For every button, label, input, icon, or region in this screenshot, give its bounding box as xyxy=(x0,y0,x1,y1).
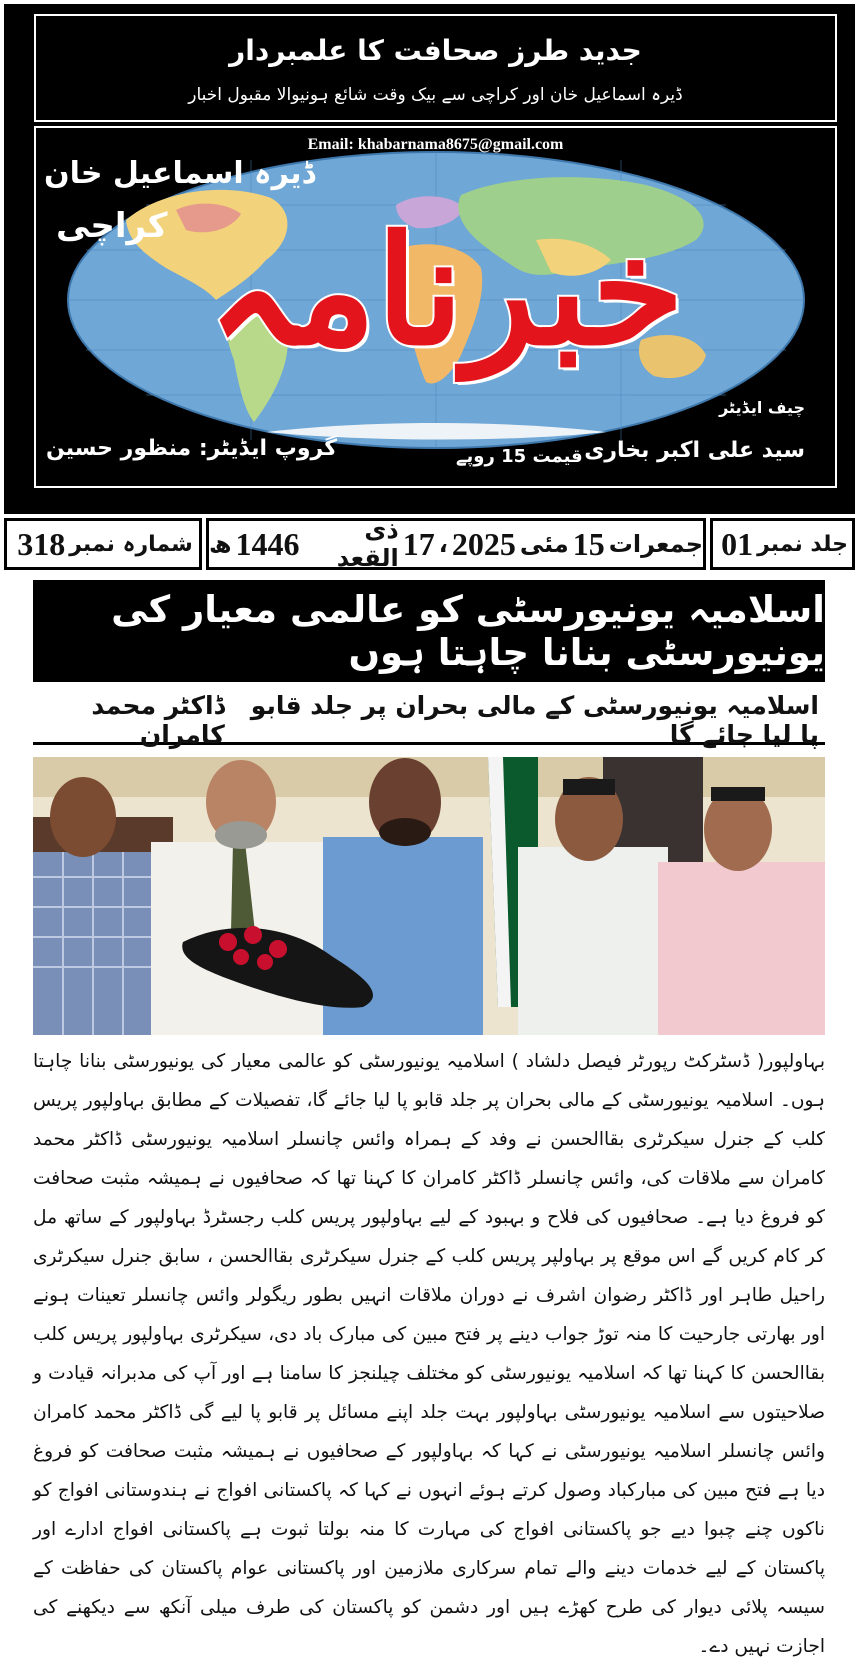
chief-editor-name: سید علی اکبر بخاری xyxy=(584,438,805,463)
masthead-city-dikhan: ڈیرہ اسماعیل خان xyxy=(44,156,315,191)
date-day: 15 xyxy=(572,525,605,562)
masthead-main xyxy=(34,126,837,488)
price-label: قیمت 15 روپے xyxy=(456,446,583,467)
volume-label: جلد نمبر xyxy=(757,531,848,557)
issue-number: 318 xyxy=(17,525,66,562)
issue-number-cell xyxy=(4,518,202,570)
hijri-day: 17 xyxy=(402,525,435,562)
sub-headline xyxy=(33,690,825,749)
main-headline: اسلامیہ یونیورسٹی کو عالمی معیار کی یونیورسٹی بنانا چاہتا ہوں xyxy=(33,580,825,682)
hijri-year: 1446 xyxy=(235,525,300,562)
masthead xyxy=(4,4,855,514)
hijri-suffix: ھ xyxy=(209,530,232,558)
newspaper-logo: خبرنامہ xyxy=(207,203,685,379)
date-cell: جمعرات 15 مئی 2025 ، 17 ذی القعد 1446 ھ xyxy=(206,518,706,570)
date-year: 2025 xyxy=(451,525,516,562)
sub-headline-text: اسلامیہ یونیورسٹی کے مالی بحران پر جلد قابو پا لیا جائے گا xyxy=(250,690,819,749)
news-photo xyxy=(33,757,825,1035)
issue-label: شمارہ نمبر xyxy=(69,531,193,557)
weekday: جمعرات xyxy=(608,530,703,558)
group-editor: گروپ ایڈیٹر: منظور حسین xyxy=(46,436,337,461)
issue-bar xyxy=(4,518,855,570)
hijri-month: ذی القعد xyxy=(336,516,399,572)
volume-cell xyxy=(710,518,855,570)
masthead-subtitle: ڈیرہ اسماعیل خان اور کراچی سے بیک وقت شائع ہونیوالا مقبول اخبار xyxy=(188,85,683,105)
masthead-city-karachi: کراچی xyxy=(56,206,168,246)
masthead-slogan-box xyxy=(34,14,837,122)
volume-number: 01 xyxy=(721,525,754,562)
date-month: مئی xyxy=(519,530,569,558)
article-body: بہاولپور( ڈسٹرکٹ رپورٹر فیصل دلشاد ) اسلامیہ یونیورسٹی کو عالمی معیار کی یونیورسٹی بنانا چاہتا ہوں۔ اسلامیہ یونیورسٹی کے مالی بحران پر جلد قابو پا لیا جائے گا، تفصیلات کے مطابق بہاولپور پریس کلب کے جنرل سیکرٹری بقاالحسن نے وفد کے ہمراہ وائس چانسلر اسلامیہ یونیورسٹی ڈاکٹر محمد کامران سے ملاقات کی، وائس چانسلر ڈاکٹر کامران کا کہنا تھا کہ صحافیوں نے ہمیشہ مثبت صحافت کو فروغ دیا ہے۔ صحافیوں کی فلاح و بہبود کے لیے بہاولپور پریس کلب رجسٹرڈ بہاولپور کے ساتھ مل کر کام کریں گے اس موقع پر بہاولپر پریس کلب کے جنرل سیکرٹری بقاالحسن ، سابق جنرل سیکرٹری راحیل طاہر اور ڈاکٹر رضوان اشرف نے دوران ملاقات انہیں بطور ریگولر وائس چانسلر تعینات ہونے اور بھارتی جارحیت کا منہ توڑ جواب دینے پر فتح مبین کی مبارک باد دی، سیکرٹری بہاولپور پریس کلب بقاالحسن کا کہنا تھا کہ اسلامیہ یونیورسٹی کو مختلف چیلنجز کا سامنا ہے اور آپ کی مدبرانہ قیادت و صلاحیتوں سے اسلامیہ یونیورسٹی بہاولپور بہت جلد اپنے مسائل پر قابو پا لیے گی ڈاکٹر محمد کامران وائس چانسلر اسلامیہ یونیورسٹی نے کہا کہ بہاولپور کے صحافیوں نے ہمیشہ مثبت صحافت کو فروغ دیا ہے فتح مبین کی مبارکباد وصول کرتے ہوئے انہوں نے کہا کہ پاکستانی افواج نے ہندوستانی افواج کو ناکوں چنے چبوا دیے جو پاکستانی افواج کی مہارت کا منہ بولتا ثبوت ہے پاکستانی افواج ادارے اور پاکستان کے لیے خدمات دینے والے تمام سرکاری ملازمین اور پاکستانی عوام پاکستان کی حفاظت کے سیسہ پلائی دیوار کی طرح کھڑے ہیں اور دشمن کو پاکستان کی طرف میلی آنکھ سے دیکھنے کی اجازت نہیں دے۔ xyxy=(33,1051,825,1657)
masthead-email: Email: khabarnama8675@gmail.com xyxy=(307,136,564,153)
chief-editor-label: چیف ایڈیٹر xyxy=(719,398,805,417)
masthead-slogan: جدید طرز صحافت کا علمبردار xyxy=(229,34,642,67)
sub-headline-speaker: ڈاکٹر محمد کامران xyxy=(91,690,225,749)
